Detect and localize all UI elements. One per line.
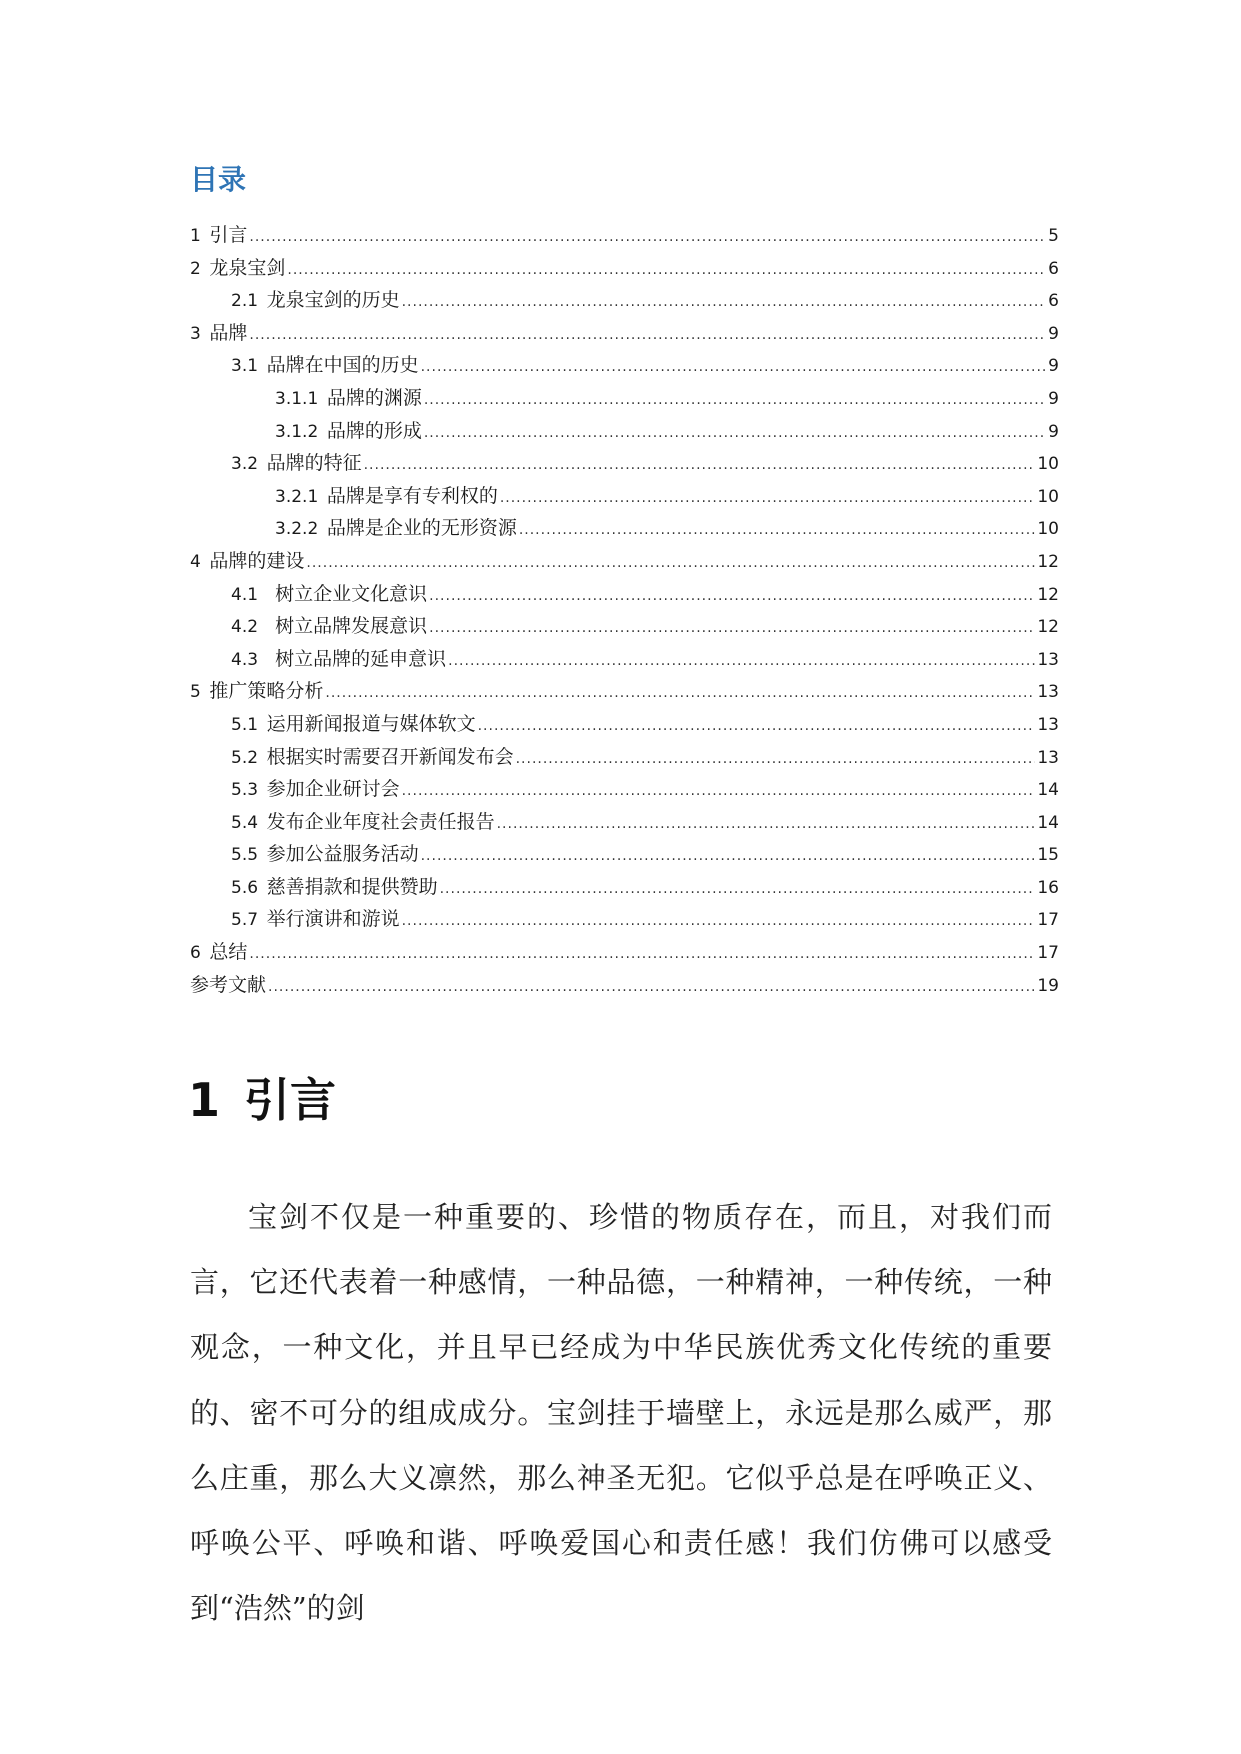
toc-entry-label: 品牌的形成	[326, 419, 422, 442]
toc-entry-page: 9	[1048, 421, 1059, 442]
toc-entry-page: 10	[1037, 454, 1059, 475]
toc-dot-leader	[424, 417, 1046, 450]
toc-dot-leader	[402, 286, 1047, 319]
toc-entry[interactable]	[190, 349, 1059, 382]
toc-dot-leader	[287, 254, 1046, 287]
toc-entry-page: 16	[1037, 877, 1059, 898]
toc-entry-label: 品牌是享有专利权的	[326, 484, 498, 507]
toc-entry[interactable]	[190, 838, 1059, 871]
toc-entry[interactable]	[190, 447, 1059, 480]
toc-entry-number: 3	[190, 323, 201, 344]
toc-entry-page: 9	[1048, 356, 1059, 377]
toc-dot-leader	[516, 743, 1036, 776]
toc-dot-leader	[429, 580, 1035, 613]
toc-entry-page: 6	[1048, 258, 1059, 279]
table-of-contents	[190, 219, 1059, 1001]
toc-dot-leader	[249, 938, 1035, 971]
toc-entry-page: 15	[1037, 845, 1059, 866]
toc-entry-page: 19	[1037, 975, 1059, 996]
toc-entry[interactable]	[190, 903, 1059, 936]
toc-dot-leader	[325, 677, 1035, 710]
toc-entry-number: 5.5	[231, 845, 259, 866]
toc-dot-leader	[448, 645, 1035, 678]
toc-entry[interactable]	[190, 871, 1059, 904]
toc-dot-leader	[268, 971, 1035, 1004]
toc-entry[interactable]	[190, 675, 1059, 708]
toc-entry-label: 推广策略分析	[209, 680, 324, 703]
toc-dot-leader	[500, 482, 1036, 515]
toc-dot-leader	[421, 351, 1047, 384]
toc-entry-label: 参加公益服务活动	[266, 843, 419, 866]
toc-entry-page: 14	[1037, 780, 1059, 801]
toc-dot-leader	[402, 775, 1036, 808]
toc-entry-number: 3.1.1	[275, 388, 319, 409]
body-paragraph: 宝剑不仅是一种重要的、珍惜的物质存在，而且，对我们而言，它还代表着一种感情，一种品德，一种精神，一种传统，一种观念，一种文化，并且早已经成为中华民族优秀文化传统的重要的、密不可分的组成成分。宝剑挂于墙壁上，永远是那么威严，那么庄重，那么大义凛然，那么神圣无犯。它似乎总是在呼唤正义、呼唤公平、呼唤和谐、呼唤爱国心和责任感！我们仿佛可以感受到“浩然”的剑	[190, 1200, 1052, 1626]
toc-entry-label: 参加企业研讨会	[266, 778, 400, 801]
section-heading-title: 引言	[244, 1073, 337, 1127]
toc-entry-label: 根据实时需要召开新闻发布会	[266, 745, 514, 768]
toc-dot-leader	[519, 514, 1036, 547]
toc-entry[interactable]	[190, 741, 1059, 774]
toc-entry-number: 4.3	[231, 649, 259, 670]
toc-entry-label: 举行演讲和游说	[266, 908, 400, 931]
toc-entry-label: 品牌在中国的历史	[266, 354, 419, 377]
toc-entry[interactable]	[190, 219, 1059, 252]
toc-entry-label: 参考文献	[190, 973, 267, 996]
toc-entry-label: 总结	[209, 941, 248, 964]
toc-dot-leader	[478, 710, 1036, 743]
toc-entry-label: 树立品牌的延申意识	[275, 647, 447, 670]
toc-entry-label: 龙泉宝剑的历史	[266, 289, 400, 312]
toc-entry-number: 2.1	[231, 291, 259, 312]
toc-entry-label: 树立企业文化意识	[275, 582, 428, 605]
toc-entry[interactable]	[190, 252, 1059, 285]
toc-entry-page: 12	[1037, 551, 1059, 572]
toc-entry[interactable]	[190, 284, 1059, 317]
toc-dot-leader	[306, 547, 1035, 580]
toc-entry-number: 5	[190, 682, 201, 703]
toc-dot-leader	[402, 905, 1036, 938]
toc-dot-leader	[424, 384, 1046, 417]
toc-entry-number: 3.2.1	[275, 486, 319, 507]
toc-entry-page: 17	[1037, 910, 1059, 931]
toc-dot-leader	[429, 612, 1035, 645]
toc-entry[interactable]	[190, 480, 1059, 513]
toc-entry-label: 品牌是企业的无形资源	[326, 517, 517, 540]
toc-entry-number: 5.4	[231, 812, 259, 833]
toc-entry[interactable]	[190, 512, 1059, 545]
toc-entry-number: 3.1.2	[275, 421, 319, 442]
toc-entry-number: 5.7	[231, 910, 259, 931]
toc-entry-number: 3.2.2	[275, 519, 319, 540]
toc-entry-label: 发布企业年度社会责任报告	[266, 810, 495, 833]
toc-entry-page: 13	[1037, 747, 1059, 768]
toc-dot-leader	[440, 873, 1036, 906]
toc-dot-leader	[364, 449, 1036, 482]
toc-entry[interactable]	[190, 773, 1059, 806]
toc-entry-page: 6	[1048, 291, 1059, 312]
toc-entry-label: 运用新闻报道与媒体软文	[266, 712, 476, 735]
toc-entry-page: 12	[1037, 617, 1059, 638]
toc-entry-number: 5.1	[231, 714, 259, 735]
toc-entry-page: 12	[1037, 584, 1059, 605]
toc-entry-number: 4.2	[231, 617, 259, 638]
toc-entry-page: 9	[1048, 323, 1059, 344]
toc-entry-page: 13	[1037, 649, 1059, 670]
toc-entry-label: 龙泉宝剑	[209, 256, 286, 279]
toc-entry-page: 13	[1037, 714, 1059, 735]
toc-entry[interactable]	[190, 643, 1059, 676]
toc-entry[interactable]	[190, 708, 1059, 741]
toc-dot-leader	[249, 319, 1046, 352]
toc-entry-number: 4	[190, 551, 201, 572]
toc-entry[interactable]	[190, 578, 1059, 611]
toc-entry-number: 4.1	[231, 584, 259, 605]
toc-entry-number: 3.1	[231, 356, 259, 377]
toc-entry-label: 品牌的建设	[209, 549, 305, 572]
toc-entry[interactable]	[190, 545, 1059, 578]
toc-entry-label: 引言	[209, 224, 248, 246]
toc-entry-label: 树立品牌发展意识	[275, 615, 428, 638]
section-heading-number: 1	[188, 1073, 221, 1127]
toc-entry-page: 17	[1037, 943, 1059, 964]
toc-entry-page: 10	[1037, 519, 1059, 540]
toc-entry-page: 13	[1037, 682, 1059, 703]
toc-entry[interactable]	[190, 610, 1059, 643]
toc-entry[interactable]	[190, 317, 1059, 350]
toc-entry-number: 3.2	[231, 454, 259, 475]
toc-entry-number: 5.2	[231, 747, 259, 768]
toc-entry-page: 14	[1037, 812, 1059, 833]
toc-dot-leader	[249, 221, 1046, 254]
toc-entry-page: 10	[1037, 486, 1059, 507]
toc-entry[interactable]	[190, 806, 1059, 839]
toc-entry-number: 5.3	[231, 780, 259, 801]
toc-entry[interactable]	[190, 936, 1059, 969]
toc-entry-page: 5	[1048, 226, 1059, 246]
toc-entry-label: 品牌的特征	[266, 452, 362, 475]
toc-entry[interactable]	[190, 969, 1059, 1002]
toc-entry-number: 2	[190, 258, 201, 279]
toc-title: 目录	[190, 163, 247, 196]
section-heading	[188, 1072, 336, 1128]
toc-entry-number: 1	[190, 226, 201, 246]
toc-dot-leader	[497, 808, 1036, 841]
toc-entry-number: 5.6	[231, 877, 259, 898]
toc-entry[interactable]	[190, 382, 1059, 415]
toc-entry-number: 6	[190, 943, 201, 964]
toc-entry-label: 品牌的渊源	[326, 386, 422, 409]
toc-entry-label: 慈善捐款和提供赞助	[266, 875, 438, 898]
toc-dot-leader	[421, 840, 1036, 873]
toc-entry-page: 9	[1048, 388, 1059, 409]
toc-entry-label: 品牌	[209, 321, 248, 344]
toc-entry[interactable]	[190, 415, 1059, 448]
